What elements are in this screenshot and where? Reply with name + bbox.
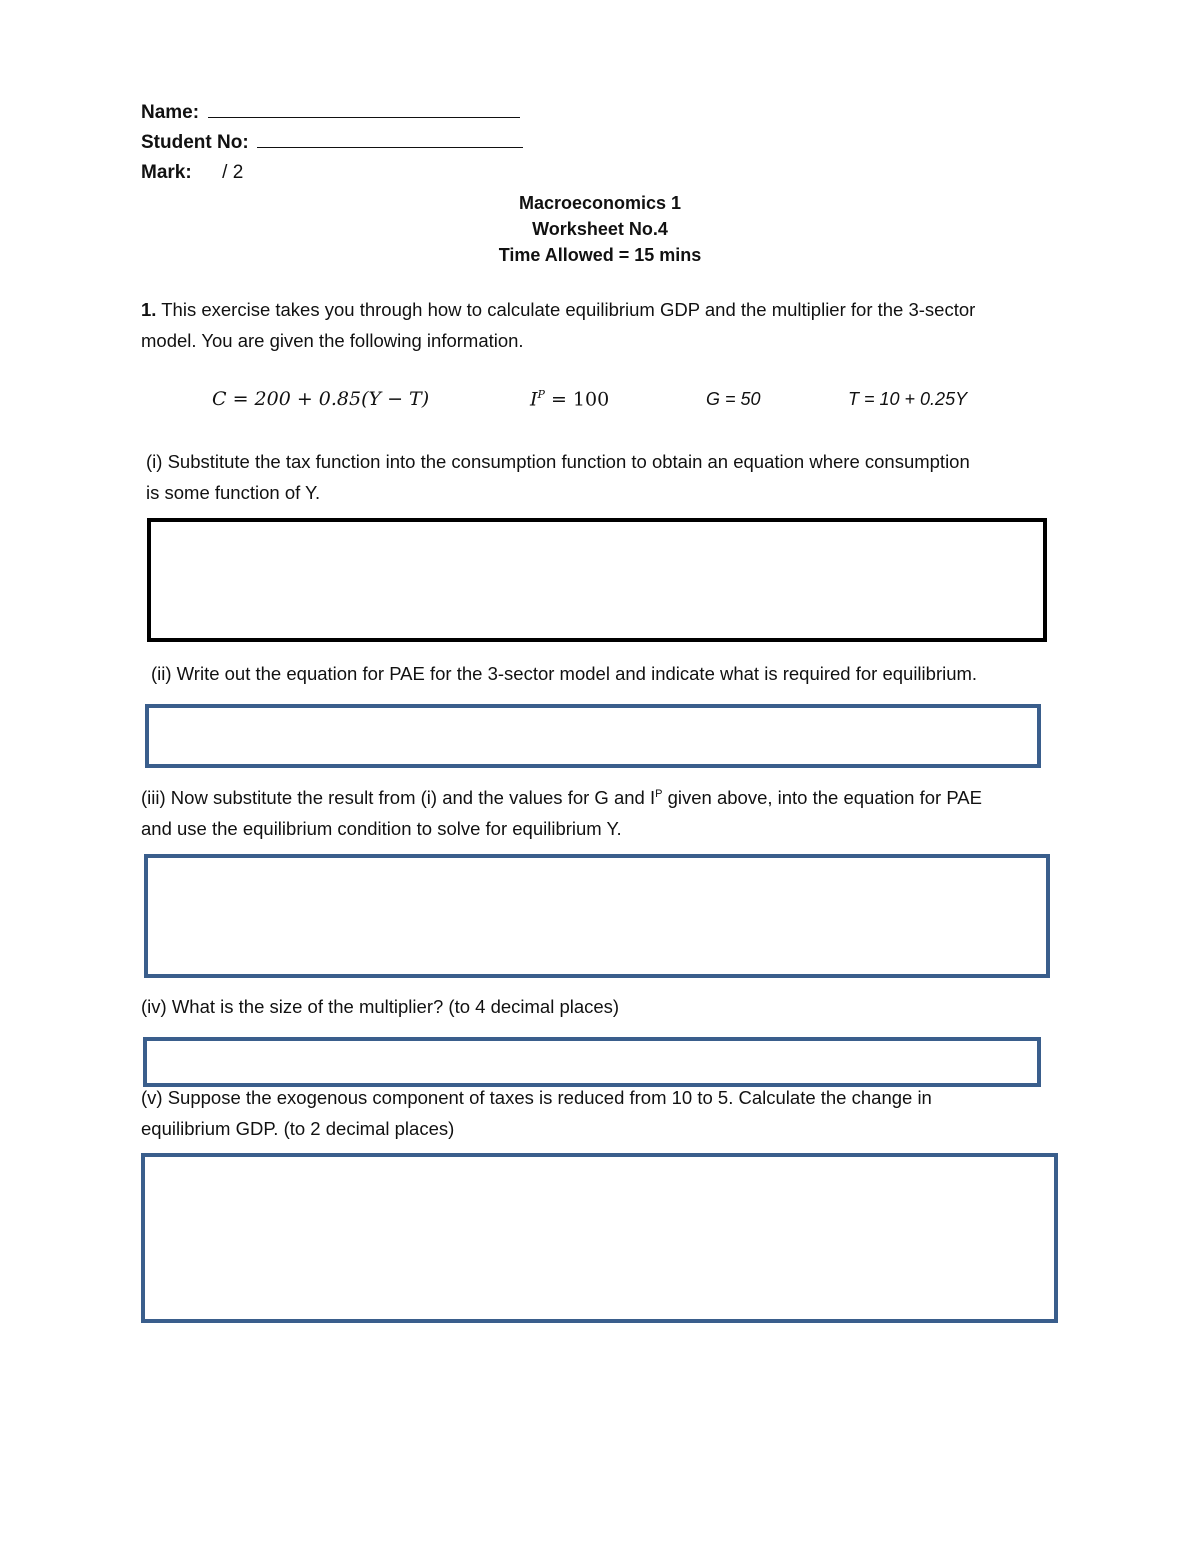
mark-label: Mark: bbox=[141, 162, 192, 183]
part-iii-superscript: P bbox=[655, 788, 663, 800]
part-iv-prompt: (iv) What is the size of the multiplier? (to 4 decimal places) bbox=[141, 996, 620, 1017]
question-intro bbox=[141, 294, 1061, 356]
investment-equation bbox=[530, 388, 609, 410]
part-v-answer-box[interactable] bbox=[141, 1153, 1058, 1323]
part-ii-answer-box[interactable] bbox=[145, 704, 1041, 768]
investment-superscript: P bbox=[537, 388, 545, 401]
student-no-blank-line[interactable] bbox=[257, 131, 523, 148]
worksheet-title: Worksheet No.4 bbox=[532, 219, 668, 239]
mark-field bbox=[141, 162, 243, 184]
part-v-prompt bbox=[141, 1082, 1061, 1144]
part-iii-prompt bbox=[141, 779, 1061, 844]
question-intro-line1: This exercise takes you through how to calculate equilibrium GDP and the multiplier for the 3-sector bbox=[161, 299, 976, 320]
part-ii-prompt: (ii) Write out the equation for PAE for the 3-sector model and indicate what is required for equilibrium. bbox=[151, 663, 978, 684]
consumption-equation: C = 200 + 0.85(Y − T) bbox=[212, 388, 430, 410]
part-i-line2: is some function of Y. bbox=[146, 482, 321, 503]
part-i-line1: (i) Substitute the tax function into the consumption function to obtain an equation where consumption bbox=[146, 451, 970, 472]
student-no-field[interactable] bbox=[141, 131, 523, 154]
part-iii-line2: and use the equilibrium condition to solve for equilibrium Y. bbox=[141, 818, 622, 840]
part-iv-answer-box[interactable] bbox=[143, 1037, 1041, 1087]
government-equation: G = 50 bbox=[706, 389, 761, 409]
question-intro-line2: model. You are given the following information. bbox=[141, 330, 524, 351]
time-allowed: Time Allowed = 15 mins bbox=[498, 245, 702, 265]
part-v-line2: equilibrium GDP. (to 2 decimal places) bbox=[141, 1118, 455, 1139]
name-blank-line[interactable] bbox=[208, 101, 520, 118]
part-iii-line1a: (iii) Now substitute the result from (i) and the values for G and I bbox=[141, 787, 656, 809]
course-title: Macroeconomics 1 bbox=[518, 193, 682, 213]
tax-equation: T = 10 + 0.25Y bbox=[848, 389, 968, 409]
part-iii-answer-box[interactable] bbox=[144, 854, 1050, 978]
investment-symbol: I bbox=[530, 388, 538, 411]
mark-value: / 2 bbox=[222, 162, 244, 183]
part-i-prompt bbox=[146, 446, 1066, 508]
question-number: 1. bbox=[141, 299, 157, 320]
investment-value: = 100 bbox=[544, 388, 610, 411]
student-no-label: Student No: bbox=[141, 132, 249, 153]
part-v-line1: (v) Suppose the exogenous component of taxes is reduced from 10 to 5. Calculate the change in bbox=[141, 1087, 932, 1108]
name-field[interactable] bbox=[141, 101, 520, 124]
part-i-answer-box[interactable] bbox=[147, 518, 1047, 642]
part-iii-line1b: given above, into the equation for PAE bbox=[662, 787, 982, 809]
name-label: Name: bbox=[141, 102, 200, 123]
